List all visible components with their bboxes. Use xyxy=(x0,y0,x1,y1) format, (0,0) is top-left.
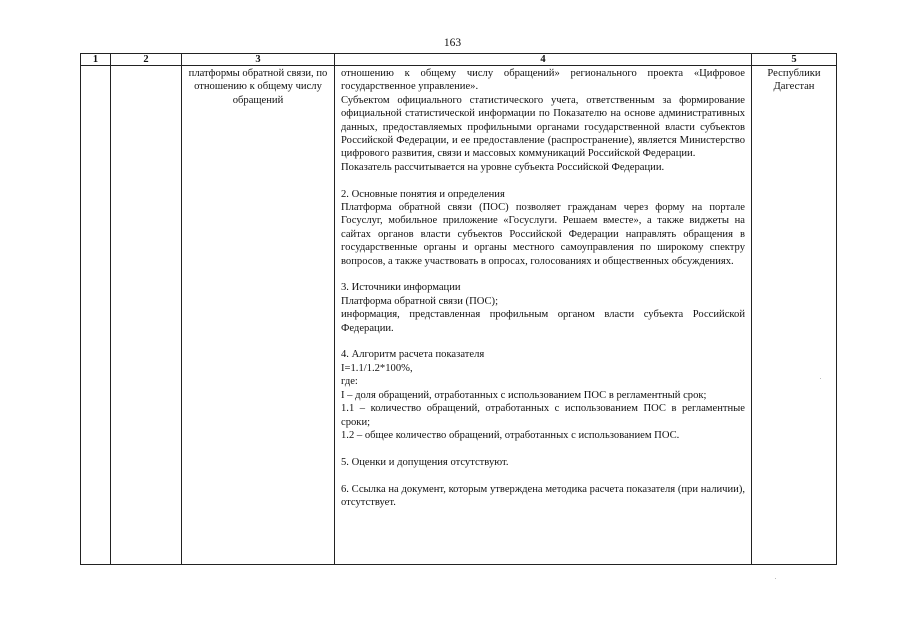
header-col-2: 2 xyxy=(111,54,182,66)
methodology-text xyxy=(335,66,751,509)
section-3-heading: 3. Источники информации xyxy=(341,282,461,294)
indicator-name-continuation: платформы обратной связи, по отношению к общему числу обращений xyxy=(188,68,328,106)
section-4-heading: 4. Алгоритм расчета показателя xyxy=(341,349,485,361)
cell-col-4 xyxy=(335,66,752,565)
section-2-heading: 2. Основные понятия и определения xyxy=(341,188,505,200)
section-6-text: 6. Ссылка на документ, которым утверждена методика расчета показателя (при наличии), отсутствует. xyxy=(341,483,745,508)
header-col-1: 1 xyxy=(81,54,111,66)
scan-speck xyxy=(820,378,821,379)
section-5-text: 5. Оценки и допущения отсутствуют. xyxy=(341,456,509,468)
section-2-text: Платформа обратной связи (ПОС) позволяет гражданам через форму на портале Госуслуг, мобильное приложение «Госуслуги. Решаем вместе», а также виджеты на сайтах органов власти субъектов Российской Федерации направлять обращения в государственные органы и органы местного самоуправления по широкому спектру вопросов, а также участвовать в опросах, голосованиях и общественных обсуждениях. xyxy=(341,202,745,267)
section-4-formula: I=1.1/1.2*100%, xyxy=(341,362,413,374)
table-row xyxy=(81,66,837,565)
section-3-line-2: информация, представленная профильным органом власти субъекта Российской Федерации. xyxy=(341,309,745,334)
cell-col-2 xyxy=(111,66,182,565)
intro-paragraph-2: Субъектом официального статистического учета, ответственным за формирование официальной статистической информации по Показателю на основе административных данных, предоставляемых профильными органами государственной власти субъектов Российской Федерации, и ее предоставление (распространение), является Министерство цифрового развития, связи и массовых коммуникаций Российской Федерации. xyxy=(341,94,745,160)
header-col-3: 3 xyxy=(182,54,335,66)
section-4-definition-1: I – доля обращений, отработанных с использованием ПОС в регламентный срок; xyxy=(341,389,707,401)
cell-col-3 xyxy=(182,66,335,565)
cell-col-5 xyxy=(752,66,837,565)
section-4-where: где: xyxy=(341,376,358,388)
cell-col-1 xyxy=(81,66,111,565)
indicator-table xyxy=(80,53,837,565)
intro-paragraph-3: Показатель рассчитывается на уровне субъекта Российской Федерации. xyxy=(341,161,665,173)
section-3-line-1: Платформа обратной связи (ПОС); xyxy=(341,295,499,307)
section-4-definition-2: 1.1 – количество обращений, отработанных с использованием ПОС в регламентные сроки; xyxy=(341,403,745,428)
header-col-5: 5 xyxy=(752,54,837,66)
region-name-continuation: Республики Дагестан xyxy=(767,68,821,93)
header-col-4: 4 xyxy=(335,54,752,66)
page-number: 163 xyxy=(443,37,462,49)
header-row xyxy=(81,54,837,66)
intro-paragraph-1: отношению к общему числу обращений» регионального проекта «Цифровое государственное управление». xyxy=(341,68,745,93)
section-4-definition-3: 1.2 – общее количество обращений, отработанных с использованием ПОС. xyxy=(341,429,680,441)
scan-speck xyxy=(775,578,776,579)
